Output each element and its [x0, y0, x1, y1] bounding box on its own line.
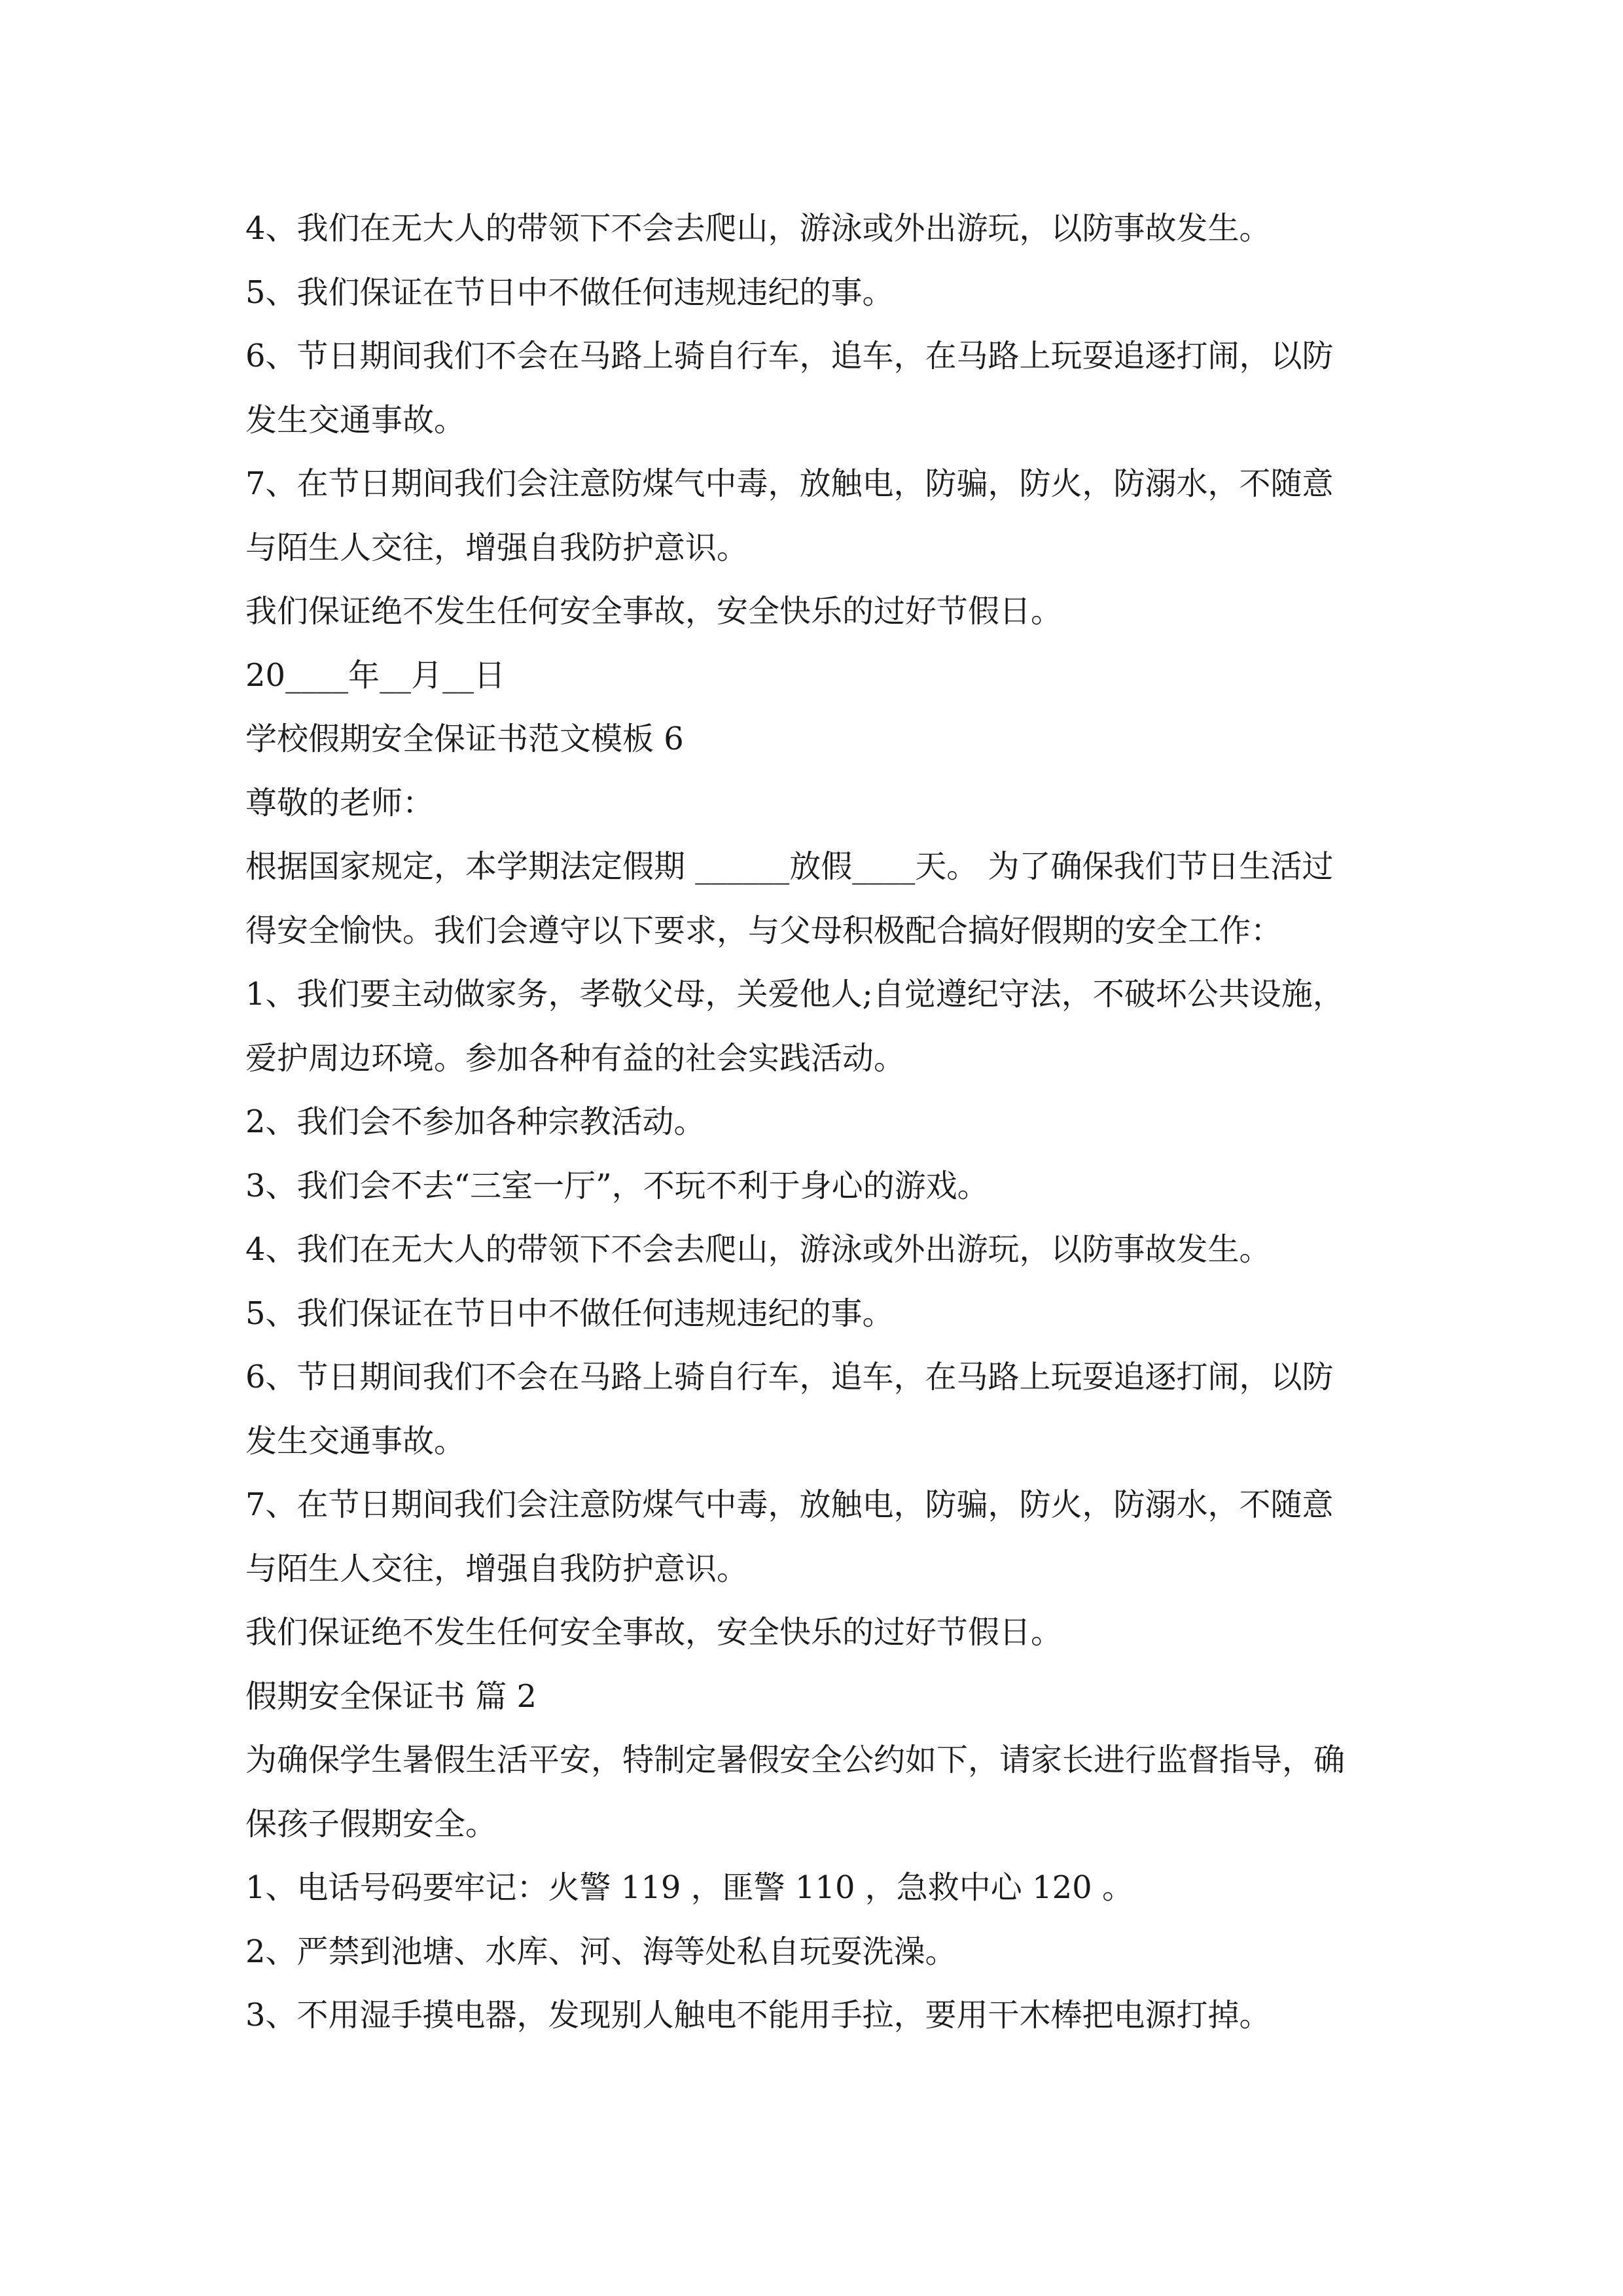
text-line: 5、我们保证在节日中不做任何违规违纪的事。 [245, 1295, 894, 1332]
text-line: 6、节日期间我们不会在马路上骑自行车，追车，在马路上玩耍追逐打闹，以防 [245, 338, 1334, 374]
section-title: 学校假期安全保证书范文模板 6 [245, 721, 684, 757]
text-line: 与陌生人交往，增强自我防护意识。 [245, 529, 749, 566]
text-line: 为确保学生暑假生活平安，特制定暑假安全公约如下，请家长进行监督指导，确 [245, 1742, 1346, 1778]
text-line: 3、不用湿手摸电器，发现别人触电不能用手拉，要用干木棒把电源打掉。 [245, 1997, 1271, 2034]
text-line: 爱护周边环境。参加各种有益的社会实践活动。 [245, 1039, 906, 1077]
text-line: 根据国家规定，本学期法定假期 ______放假____天。 为了确保我们节日生活过 [245, 848, 1334, 885]
text-line: 1、电话号码要牢记：火警 119 ，匪警 110 ，急救中心 120 。 [245, 1869, 1133, 1906]
text-line: 保孩子假期安全。 [245, 1805, 497, 1842]
text-line: 6、节日期间我们不会在马路上骑自行车，追车，在马路上玩耍追逐打闹，以防 [245, 1359, 1334, 1395]
text-line: 我们保证绝不发生任何安全事故，安全快乐的过好节假日。 [245, 1614, 1063, 1651]
section-title: 假期安全保证书 篇 2 [245, 1677, 537, 1715]
text-line: 我们保证绝不发生任何安全事故，安全快乐的过好节假日。 [245, 593, 1063, 630]
date-line: 20____年__月__日 [245, 656, 506, 694]
text-line: 3、我们会不去“三室一厅”，不玩不利于身心的游戏。 [245, 1167, 989, 1204]
text-line: 1、我们要主动做家务，孝敬父母，关爱他人;自觉遵纪守法，不破坏公共设施， [245, 976, 1344, 1013]
salutation: 尊敬的老师： [245, 784, 435, 821]
text-line: 4、我们在无大人的带领下不会去爬山，游泳或外出游玩，以防事故发生。 [245, 1231, 1271, 1268]
text-line: 发生交通事故。 [245, 1422, 466, 1460]
text-line: 发生交通事故。 [245, 401, 466, 439]
text-line: 2、我们会不参加各种宗教活动。 [245, 1103, 705, 1140]
document-body [245, 197, 1384, 2048]
text-line: 4、我们在无大人的带领下不会去爬山，游泳或外出游玩，以防事故发生。 [245, 210, 1271, 247]
text-line: 7、在节日期间我们会注意防煤气中毒，放触电，防骗，防火，防溺水，不随意 [245, 1486, 1334, 1523]
text-line: 得安全愉快。我们会遵守以下要求，与父母积极配合搞好假期的安全工作： [245, 912, 1283, 949]
text-line: 与陌生人交往，增强自我防护意识。 [245, 1550, 749, 1587]
text-line: 7、在节日期间我们会注意防煤气中毒，放触电，防骗，防火，防溺水，不随意 [245, 465, 1334, 502]
text-line: 2、严禁到池塘、水库、河、海等处私自玩耍洗澡。 [245, 1933, 957, 1970]
text-line: 5、我们保证在节日中不做任何违规违纪的事。 [245, 274, 894, 311]
